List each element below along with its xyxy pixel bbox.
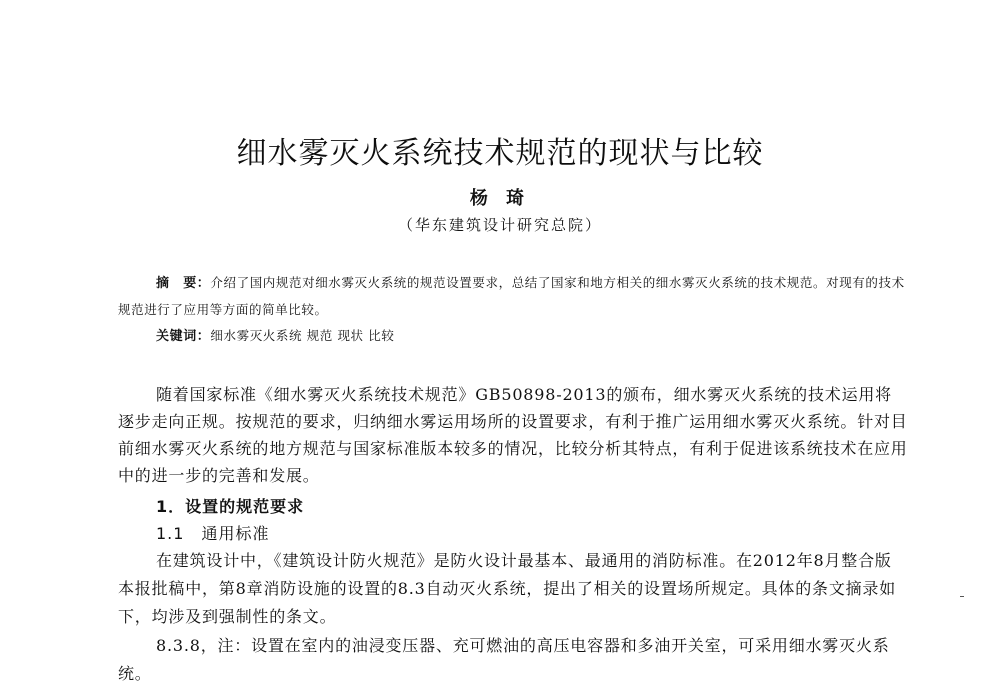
abstract-text: 介绍了国内规范对细水雾灭火系统的规范设置要求，总结了国家和地方相关的细水雾灭火系统的技术规范。对现有的技术规范进行了应用等方面的简单比较。 xyxy=(118,275,905,317)
section-heading: 1．设置的规范要求 xyxy=(156,497,305,516)
abstract-block xyxy=(118,270,908,323)
paper-title: 细水雾灭火系统技术规范的现状与比较 xyxy=(236,136,764,171)
author-name: 杨 琦 xyxy=(469,188,531,209)
scan-mark xyxy=(960,596,964,597)
subsection-heading: 1.1 通用标准 xyxy=(156,524,270,543)
abstract-label: 摘 要： xyxy=(156,276,211,291)
keywords-block xyxy=(156,325,394,344)
body-paragraph: 在建筑设计中，《建筑设计防火规范》是防火设计最基本、最通用的消防标准。在2012年8月整合版本报批稿中，第8章消防设施的设置的8.3自动灭火系统，提出了相关的设置场所规定。具体的条文摘录如下，均涉及到强制性的条文。 xyxy=(118,551,897,626)
intro-paragraph: 随着国家标准《细水雾灭火系统技术规范》GB50898-2013的颁布，细水雾灭火系统的技术运用将逐步走向正规。按规范的要求，归纳细水雾运用场所的设置要求，有利于推广运用细水雾灭火系统。针对目前细水雾灭火系统的地方规范与国家标准版本较多的情况，比较分析其特点，有利于促进该系统技术在应用中的进一步的完善和发展。 xyxy=(118,385,908,485)
author-affiliation: （华东建筑设计研究总院） xyxy=(397,216,602,234)
keywords-text: 细水雾灭火系统 规范 现状 比较 xyxy=(210,328,395,343)
keywords-label: 关键词： xyxy=(156,329,211,344)
clause-paragraph: 8.3.8，注：设置在室内的油浸变压器、充可燃油的高压电容器和多油开关室，可采用细水雾灭火系统。 xyxy=(118,636,890,683)
